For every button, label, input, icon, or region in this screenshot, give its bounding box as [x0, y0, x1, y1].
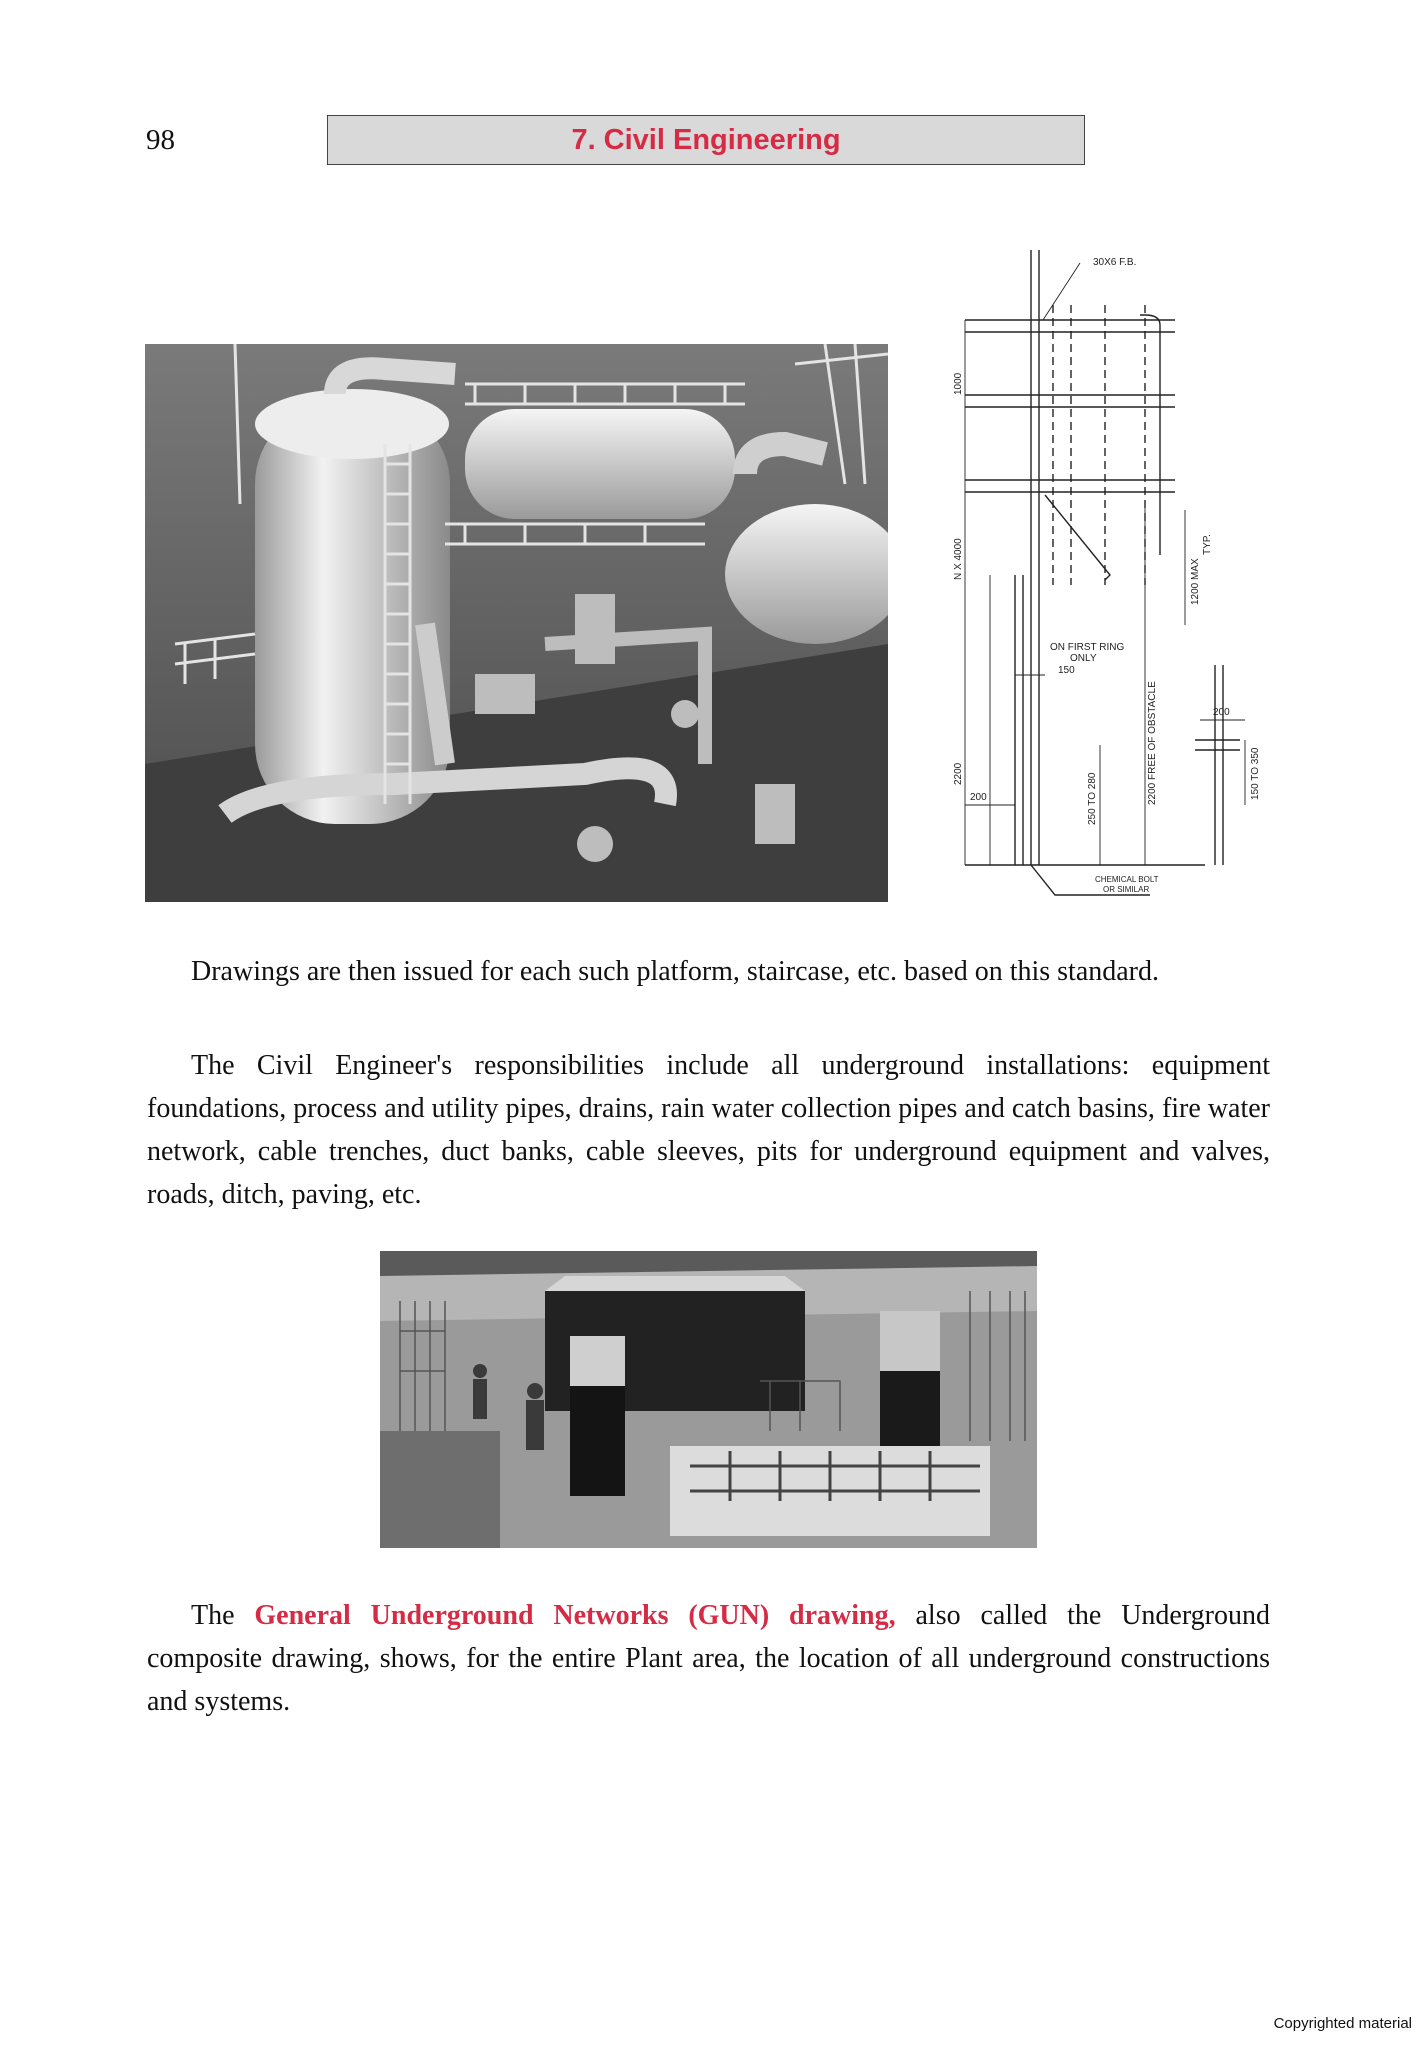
gun-drawing-term: General Underground Networks (GUN) drawing,: [254, 1600, 896, 1631]
chapter-header: [327, 115, 1085, 165]
dim-250-280: 250 TO 280: [1087, 772, 1098, 825]
typ-label: TYP.: [1202, 534, 1213, 555]
foundation-construction-photo: [380, 1251, 1037, 1548]
bolt-label-2: OR SIMILAR: [1103, 885, 1150, 894]
paragraph-lead: The: [191, 1600, 235, 1631]
paragraph-text: The Civil Engineer's responsibilities include all underground installations: equipment foundations, process and utility pipes, drains, rain water collection pipes and catch basins, fire water network, cable trenches, duct banks, cable sleeves, pits for underground equipment and valves, roads, ditch, paving, etc.: [147, 1050, 1270, 1210]
label-flat-bar: 30X6 F.B.: [1093, 257, 1137, 268]
dim-1000: 1000: [953, 372, 964, 395]
paragraph-text: Drawings are then issued for each such platform, staircase, etc. based on this standard.: [191, 956, 1160, 987]
page-number: 98: [146, 124, 175, 156]
dim-2200-free: 2200 FREE OF OBSTACLE: [1147, 681, 1158, 805]
dim-150: 150: [1058, 665, 1075, 676]
first-ring-label-2: ONLY: [1070, 653, 1097, 664]
bolt-label-1: CHEMICAL BOLT: [1095, 875, 1159, 884]
paragraph-platform-drawings: [147, 950, 1270, 993]
copyright-notice: Copyrighted material: [1273, 2015, 1412, 2032]
paragraph-civil-responsibilities: [147, 1044, 1270, 1216]
dim-150-350: 150 TO 350: [1250, 747, 1261, 800]
process-platform-photo: [145, 344, 888, 902]
first-ring-label-1: ON FIRST RING: [1050, 642, 1125, 653]
dim-200-left: 200: [970, 792, 987, 803]
dim-200-right: 200: [1213, 707, 1230, 718]
ladder-detail-drawing: [945, 245, 1280, 905]
dim-2200: 2200: [953, 762, 964, 785]
dim-1200-max: 1200 MAX: [1190, 558, 1201, 605]
dim-n4000: N X 4000: [953, 538, 964, 580]
paragraph-gun-drawing: [147, 1594, 1270, 1723]
chapter-title: 7. Civil Engineering: [571, 123, 841, 156]
paragraph-text: also called the Underground composite drawing, shows, for the entire Plant area, the location of all underground constructions and systems.: [147, 1600, 1270, 1717]
